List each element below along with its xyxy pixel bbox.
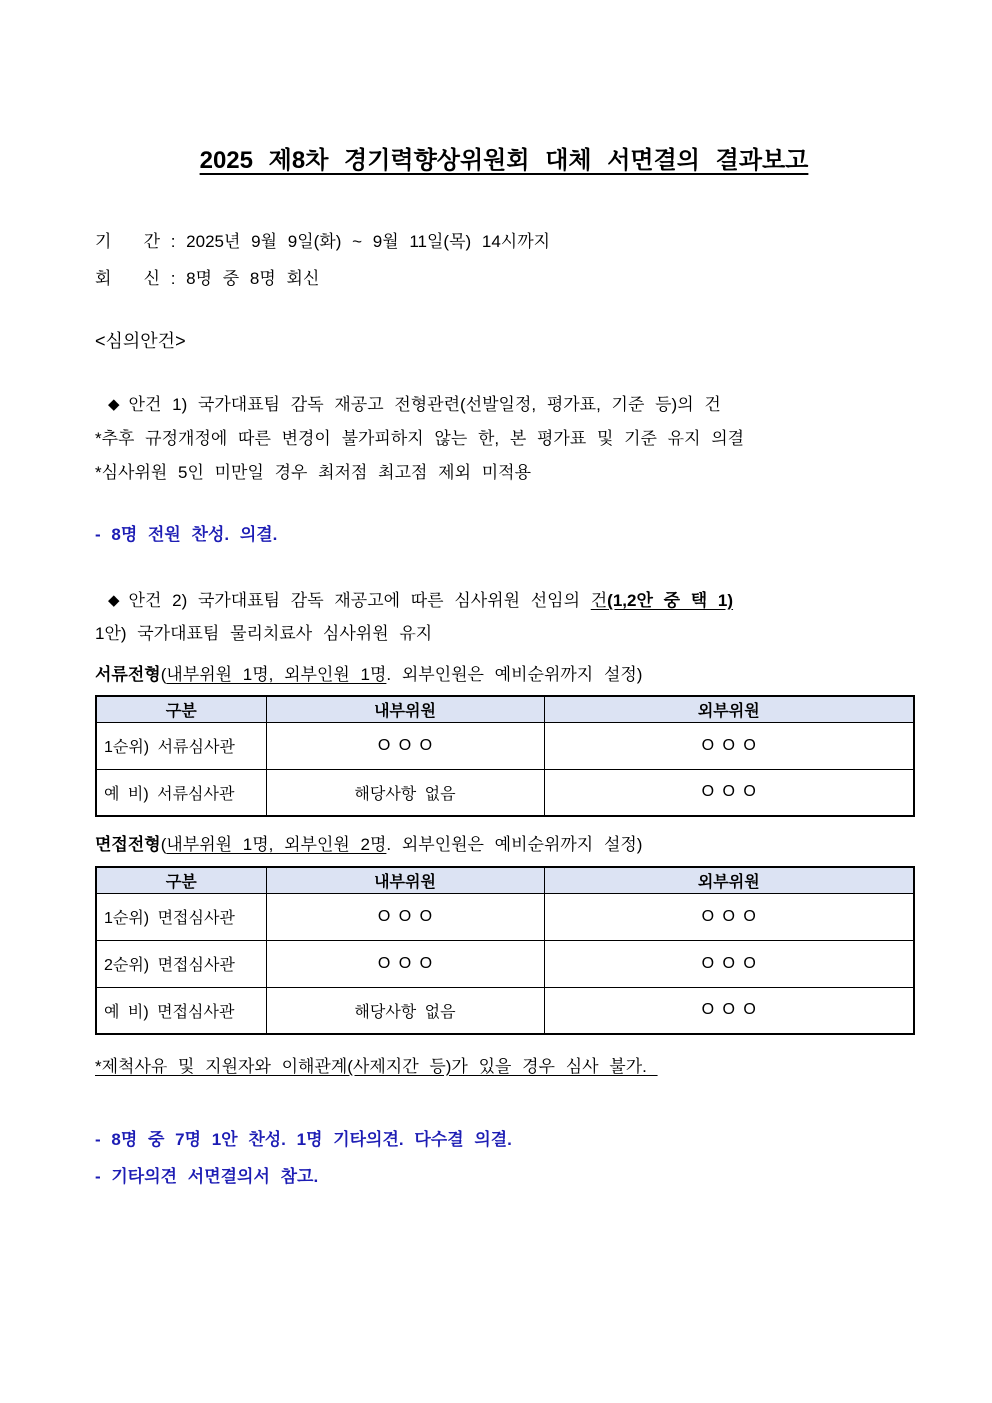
agenda1-notes bbox=[95, 422, 913, 490]
table-row bbox=[96, 987, 914, 1034]
exclusion-footnote bbox=[95, 1050, 913, 1083]
agenda1-title: 안건 1) 국가대표팀 감독 재공고 전형관련(선발일정, 평가표, 기준 등)의 건 bbox=[128, 395, 721, 414]
table-cell: O O O bbox=[544, 769, 914, 816]
exclusion-footnote-text: *제척사유 및 지원자와 이해관계(사제지간 등)가 있을 경우 심사 불가. bbox=[95, 1057, 658, 1076]
agenda2-results bbox=[95, 1121, 913, 1195]
interview-screening-rest: . 외부인원은 예비순위까지 설정) bbox=[386, 835, 643, 854]
agenda1-line bbox=[95, 388, 913, 422]
meta-reply-line: 회 신 : 8명 중 8명 회신 bbox=[95, 269, 320, 288]
header-cell-category: 구분 bbox=[96, 696, 266, 722]
paren-open: ( bbox=[160, 835, 167, 854]
interview-screening-table bbox=[95, 866, 915, 1035]
header-cell-category: 구분 bbox=[96, 867, 266, 893]
table-cell: 해당사항 없음 bbox=[266, 987, 544, 1034]
section-heading-review-items: <심의안건> bbox=[95, 331, 186, 351]
paren-open: ( bbox=[160, 665, 167, 684]
page-title: 2025 제8차 경기력향상위원회 대체 서면결의 결과보고 bbox=[199, 147, 809, 174]
table-cell: O O O bbox=[544, 940, 914, 987]
header-cell-external: 외부위원 bbox=[544, 696, 914, 722]
table-header-row bbox=[96, 867, 914, 893]
table-cell: O O O bbox=[266, 940, 544, 987]
table-cell: O O O bbox=[266, 722, 544, 769]
agenda2-result-1: - 8명 중 7명 1안 찬성. 1명 기타의견. 다수결 의결. bbox=[95, 1130, 512, 1149]
table-header-row bbox=[96, 696, 914, 722]
row-label: 예 비) 면접심사관 bbox=[96, 987, 266, 1034]
header-cell-internal: 내부위원 bbox=[266, 696, 544, 722]
header-cell-external: 외부위원 bbox=[544, 867, 914, 893]
document-screening-underlined: 내부위원 1명, 외부인원 1명 bbox=[166, 665, 387, 684]
interview-screening-heading bbox=[95, 828, 913, 861]
table-row bbox=[96, 940, 914, 987]
diamond-bullet-icon: ◆ bbox=[108, 396, 120, 413]
table-cell: O O O bbox=[544, 893, 914, 940]
agenda2-title-choice: (1,2안 중 택 1) bbox=[607, 591, 734, 610]
agenda2-result-2: - 기타의견 서면결의서 참고. bbox=[95, 1167, 319, 1186]
meta-period-line: 기 간 : 2025년 9월 9일(화) ~ 9월 11일(목) 14시까지 bbox=[95, 232, 551, 251]
document-screening-label: 서류전형 bbox=[95, 665, 161, 684]
interview-screening-underlined: 내부위원 1명, 외부인원 2명 bbox=[166, 835, 387, 854]
agenda1-note-2: *심사위원 5인 미만일 경우 최저점 최고점 제외 미적용 bbox=[95, 463, 531, 482]
document-screening-table bbox=[95, 695, 915, 817]
table-row bbox=[96, 893, 914, 940]
table-row bbox=[96, 722, 914, 769]
table-row bbox=[96, 769, 914, 816]
row-label: 1순위) 면접심사관 bbox=[96, 893, 266, 940]
document-screening-heading bbox=[95, 658, 913, 691]
row-label: 1순위) 서류심사관 bbox=[96, 722, 266, 769]
agenda2-title: 안건 2) 국가대표팀 감독 재공고에 따른 심사위원 선임의 bbox=[128, 591, 591, 610]
agenda2-line bbox=[95, 584, 913, 617]
row-label: 예 비) 서류심사관 bbox=[96, 769, 266, 816]
table-cell: 해당사항 없음 bbox=[266, 769, 544, 816]
agenda1-note-1: *추후 규정개정에 따른 변경이 불가피하지 않는 한, 본 평가표 및 기준 유지 의결 bbox=[95, 429, 745, 448]
document-screening-rest: . 외부인원은 예비순위까지 설정) bbox=[386, 665, 643, 684]
header-cell-internal: 내부위원 bbox=[266, 867, 544, 893]
table-cell: O O O bbox=[544, 722, 914, 769]
table-cell: O O O bbox=[544, 987, 914, 1034]
interview-screening-label: 면접전형 bbox=[95, 835, 161, 854]
table-cell: O O O bbox=[266, 893, 544, 940]
agenda1-result: - 8명 전원 찬성. 의결. bbox=[95, 525, 278, 544]
row-label: 2순위) 면접심사관 bbox=[96, 940, 266, 987]
agenda2-option1: 1안) 국가대표팀 물리치료사 심사위원 유지 bbox=[95, 624, 433, 643]
diamond-bullet-icon: ◆ bbox=[108, 592, 120, 609]
agenda2-title-underlined: 건 bbox=[590, 591, 608, 610]
meta-block bbox=[95, 223, 913, 297]
